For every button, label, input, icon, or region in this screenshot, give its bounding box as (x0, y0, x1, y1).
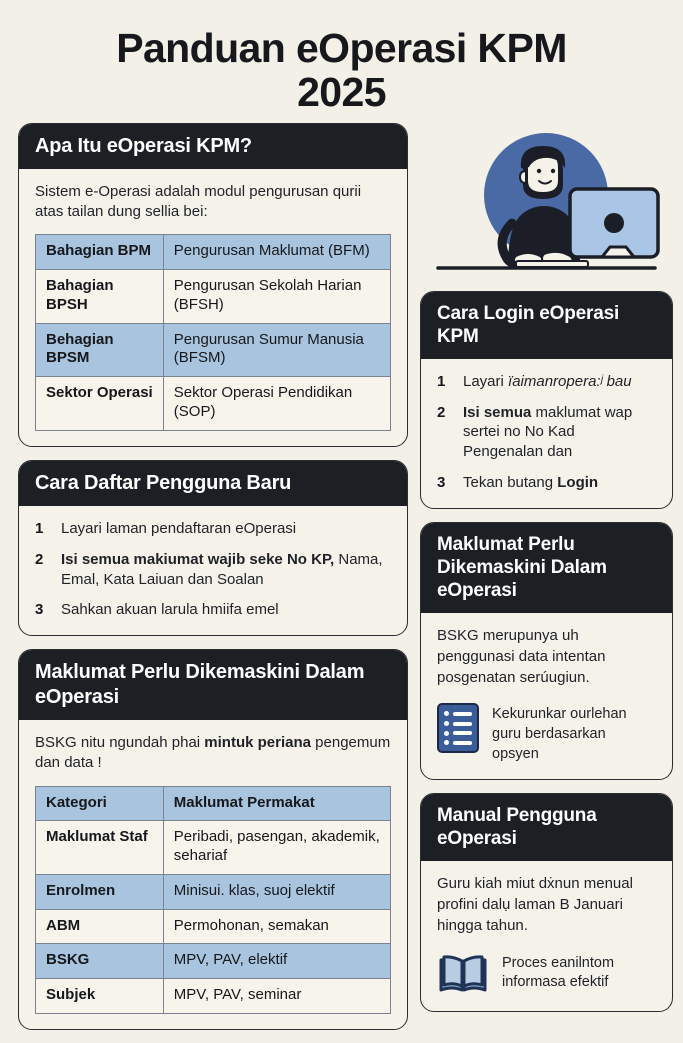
checklist-bar (453, 741, 472, 745)
card-cara-daftar-header: Cara Daftar Pengguna Baru (19, 461, 407, 506)
checklist-line (444, 731, 472, 736)
maklumat-right-body-text: BSKG merupunya uh penggunasi data intentan posgenatan serúugiun. (437, 627, 606, 686)
manual-body-text: Guru kiah miut dẋnun menual profini dalụ laman B Januari hingga tahun. (437, 875, 633, 934)
table-row (36, 874, 391, 909)
step-text-rest: Nama, Emal, Kata Laiuan dan Soalan (61, 550, 383, 588)
maklumat-right-icon-row (437, 703, 656, 764)
apa-itu-intro-line1: Sistem e-Operasi adalah modul pengurusan (35, 182, 329, 200)
list-item (35, 519, 391, 539)
cell-kategori: Enrolmen (36, 874, 164, 909)
list-item (437, 372, 656, 392)
bahagian-table (35, 234, 391, 430)
card-manual-body (421, 861, 672, 1010)
checklist-dot (444, 740, 449, 745)
checklist-line (444, 740, 472, 745)
list-item (437, 473, 656, 493)
checklist-dot (444, 731, 449, 736)
intro-part-1: BSKG nitu ngundah phai (35, 734, 205, 752)
step-text (463, 403, 656, 462)
step-number: 3 (437, 474, 446, 492)
step-text: Layari laman pendaftaran eOperasi (61, 520, 297, 538)
cell-kategori: Behagian BPSM (36, 323, 164, 377)
step-text-bold: Isi semua (463, 403, 532, 421)
card-maklumat-dikemaskini-left (18, 649, 408, 1030)
card-cara-login-header: Cara Login eOperasi KPM (421, 292, 672, 359)
step-text-bold: Login (557, 474, 599, 492)
cell-maklumat: MPV, PAV, seminar (163, 979, 390, 1014)
card-cara-daftar-body (19, 506, 407, 635)
checklist-bar (453, 712, 472, 716)
apa-itu-intro (35, 182, 391, 223)
title-line-1: Panduan eOperasi KPM (116, 25, 567, 71)
cell-kategori: Bahagian BPSH (36, 270, 164, 324)
card-apa-itu-body (19, 169, 407, 446)
card-maklumat-right-body (421, 613, 672, 779)
cell-maklumat: Pengurusan Sekolah Harian (BFSH) (163, 270, 390, 324)
cell-maklumat: Sektor Operasi Pendidikan (SOP) (163, 377, 390, 431)
step-text (463, 372, 656, 392)
table-row (36, 323, 391, 377)
right-column (420, 123, 673, 1025)
cell-maklumat: Permohonan, semakan (163, 909, 390, 944)
cell-maklumat: Peribadi, pasengan, akademik, sehariaf (163, 821, 390, 875)
cell-maklumat: Pengurusan Sumur Manusia (BFSM) (163, 323, 390, 377)
cell-kategori: ABM (36, 909, 164, 944)
open-book-icon (437, 952, 489, 996)
checklist-line (444, 711, 472, 716)
cara-login-steps (437, 372, 656, 493)
list-item (437, 403, 656, 462)
person-at-computer-illustration (420, 123, 673, 278)
card-cara-daftar (18, 460, 408, 637)
card-manual-pengguna (420, 793, 673, 1011)
cell-kategori: Sektor Operasi (36, 377, 164, 431)
table-header-row (36, 786, 391, 821)
checklist-bar (453, 722, 472, 726)
open-book-icon-label: Proces eanilntom informasa efektif (502, 954, 615, 991)
step-text-pre: Layari (463, 372, 509, 390)
maklumat-table (35, 786, 391, 1014)
card-cara-login (420, 291, 673, 509)
cell-kategori: BSKG (36, 944, 164, 979)
step-text-pre: Tekan butang (463, 474, 558, 492)
cell-kategori: Maklumat Staf (36, 821, 164, 875)
card-cara-login-body (421, 359, 672, 508)
table-row (36, 909, 391, 944)
list-item (35, 550, 391, 590)
checklist-dot (444, 711, 449, 716)
card-maklumat-left-header: Maklumat Perlu Dikemaskini Dalam eOperasi (19, 650, 407, 720)
card-maklumat-left-body (19, 720, 407, 1029)
table-row (36, 821, 391, 875)
cell-maklumat: Pengurusan Maklumat (BFM) (163, 235, 390, 270)
step-number: 1 (437, 372, 446, 390)
cell-kategori: Bahagian BPM (36, 235, 164, 270)
cell-kategori: Subjek (36, 979, 164, 1014)
card-apa-itu-header: Apa Itu eOperasi KPM? (19, 124, 407, 169)
maklumat-left-intro (35, 733, 391, 774)
checklist-dot (444, 721, 449, 726)
content-columns (0, 123, 683, 1043)
checklist-bar (453, 731, 472, 735)
step-text-bold: Isi semua makiumat wajib seke No KP, (61, 550, 335, 568)
table-row (36, 944, 391, 979)
step-text: Sahkan akuan larula hmiifa emel (61, 601, 279, 619)
step-number: 2 (437, 403, 446, 421)
card-apa-itu (18, 123, 408, 447)
step-text-italic: ïaimanropera:ʲ bau (508, 372, 632, 390)
card-manual-header: Manual Pengguna eOperasi (421, 794, 672, 861)
table-row (36, 377, 391, 431)
step-text (61, 550, 391, 590)
apa-itu-intro-line2: qurii atas tailan dung sellia bei: (35, 182, 362, 221)
step-number: 3 (35, 601, 44, 619)
step-text-post: maklumat wap sertei no No Kad Pengenalan dan (463, 403, 633, 461)
table-row (36, 235, 391, 270)
left-column (18, 123, 408, 1043)
cara-daftar-steps (35, 519, 391, 620)
step-number: 2 (35, 550, 44, 568)
checklist-icon-label: Kekurunkar ourlehan guru berdasarkan opsyen (492, 706, 627, 762)
page-title (0, 0, 683, 123)
intro-bold: mintuk periana (204, 734, 311, 752)
table-row (36, 270, 391, 324)
card-maklumat-dikemaskini-right (420, 522, 673, 780)
step-text (463, 473, 656, 493)
checklist-icon (437, 703, 479, 753)
col-header-maklumat: Maklumat Permakat (163, 786, 390, 821)
table-row (36, 979, 391, 1014)
col-header-kategori: Kategori (36, 786, 164, 821)
manual-icon-row (437, 952, 656, 996)
card-maklumat-right-header: Maklumat Perlu Dikemaskini Dalam eOperasi (421, 523, 672, 614)
list-item (35, 600, 391, 620)
checklist-line (444, 721, 472, 726)
cell-maklumat: MPV, PAV, elektif (163, 944, 390, 979)
step-number: 1 (35, 520, 44, 538)
cell-maklumat: Minisui. klas, suoj elektif (163, 874, 390, 909)
title-line-2: 2025 (297, 69, 386, 116)
intro-part-2: pengemum dan data ! (35, 734, 391, 772)
